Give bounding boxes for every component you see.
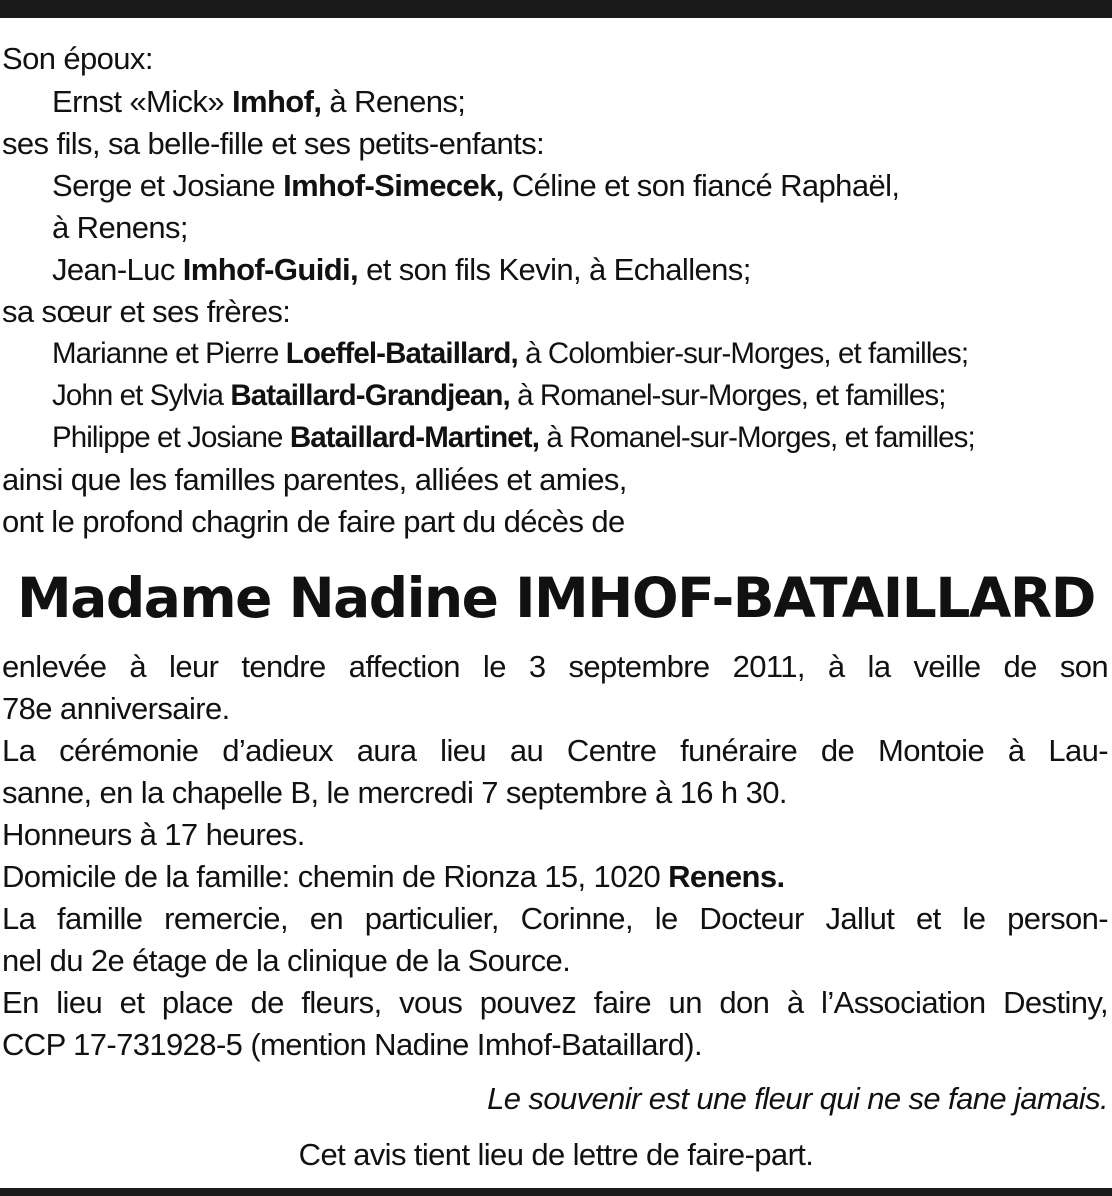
spouse-heading: Son époux:	[2, 41, 153, 76]
details-line-2: 78e anniversaire.	[2, 691, 230, 726]
bottom-rule	[0, 1188, 1112, 1196]
child1-line: Serge et Josiane Imhof-Simecek, Céline et son fiancé Raphaël,	[52, 168, 900, 203]
details-line-7: La famille remercie, en particulier, Corinne, le Docteur Jallut et le person-	[2, 901, 1108, 936]
sibling3-line: Philippe et Josiane Bataillard-Martinet, à Romanel-sur-Morges, et familles;	[52, 421, 975, 454]
motto: Le souvenir est une fleur qui ne se fane jamais.	[487, 1081, 1108, 1116]
siblings-heading: sa sœur et ses frères:	[2, 294, 291, 329]
details-line-3: La cérémonie d’adieux aura lieu au Centre funéraire de Montoie à Lau-	[2, 733, 1108, 768]
sibling2-surname: Bataillard-Grandjean,	[230, 379, 510, 412]
domicile-town: Renens.	[668, 859, 785, 894]
children-heading: ses fils, sa belle-fille et ses petits-enfants:	[2, 126, 545, 161]
spouse-line: Ernst «Mick» Imhof, à Renens;	[52, 84, 466, 119]
sibling3-surname: Bataillard-Martinet,	[289, 421, 540, 454]
relatives-line: ainsi que les familles parentes, alliées et amies,	[2, 462, 627, 497]
details-line-8: nel du 2e étage de la clinique de la Source.	[2, 943, 571, 978]
closing-note: Cet avis tient lieu de lettre de faire-part.	[298, 1137, 814, 1172]
domicile-line: Domicile de la famille: chemin de Rionza 15, 1020 Renens.	[2, 859, 785, 894]
details-line-4: sanne, en la chapelle B, le mercredi 7 septembre à 16 h 30.	[2, 775, 787, 810]
child1-surname: Imhof-Simecek,	[283, 168, 504, 203]
top-rule	[0, 0, 1112, 18]
spouse-surname: Imhof,	[231, 84, 322, 119]
child1-continuation: à Renens;	[52, 210, 188, 245]
announcement-line: ont le profond chagrin de faire part du décès de	[2, 504, 625, 539]
details-line-1: enlevée à leur tendre affection le 3 septembre 2011, à la veille de son	[2, 649, 1108, 684]
details-line-9: En lieu et place de fleurs, vous pouvez faire un don à l’Association Destiny,	[2, 985, 1108, 1020]
details-line-10: CCP 17-731928-5 (mention Nadine Imhof-Bataillard).	[2, 1027, 703, 1062]
sibling2-line: John et Sylvia Bataillard-Grandjean, à Romanel-sur-Morges, et familles;	[52, 379, 946, 412]
sibling1-line: Marianne et Pierre Loeffel-Bataillard, à Colombier-sur-Morges, et familles;	[52, 337, 969, 370]
details-line-5: Honneurs à 17 heures.	[2, 817, 305, 852]
child2-line: Jean-Luc Imhof-Guidi, et son fils Kevin, à Echallens;	[52, 252, 751, 287]
deceased-name: Madame Nadine IMHOF-BATAILLARD	[17, 566, 1095, 630]
sibling1-surname: Loeffel-Bataillard,	[285, 337, 518, 370]
child2-surname: Imhof-Guidi,	[182, 252, 359, 287]
